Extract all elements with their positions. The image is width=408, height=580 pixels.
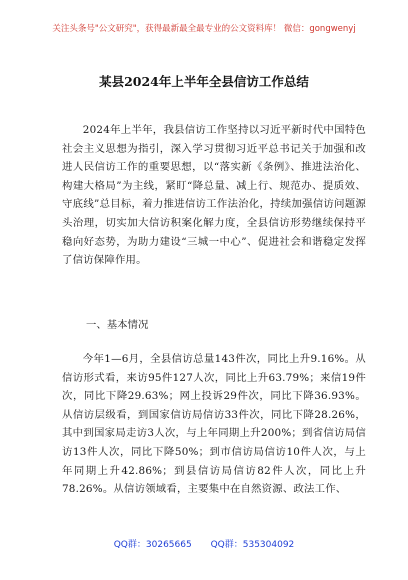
qq-group-2: QQ群：535304092 (210, 540, 295, 550)
intro-paragraph (62, 121, 366, 270)
document-title: 某县2024年上半年全县信访工作总结 (99, 74, 309, 89)
qq-group-1: QQ群：30265665 (113, 540, 192, 550)
promo-banner: 关注头条号"公文研究"，获得最新最全最专业的公文资料库！ 微信：gongwenyj (52, 24, 356, 34)
basic-info-paragraph (62, 350, 366, 499)
section-heading-basic-info: 一、基本情况 (86, 319, 149, 331)
footer-qq-groups (0, 537, 408, 550)
paragraph-text: 今年1—6月，全县信访总量143件次，同比上升9.16%。从信访形式看，来访95件127人次，同比上升63.79%；来信19件次，同比下降29.63%；网上投诉29件次，同比下降36.93%。从信访层级看，到国家信访局信访33件次，同比下降28.26%，其中到国家局走访3人次，与上年同期上升200%；到省信访局信访13件人次，同比下降50%；到市信访局信访10件人次，与上年同期上升42.86%；到县信访局信访82件人次，同比上升78.26%。从信访领域看，主要集中在自然资源、政法工作、 (62, 353, 366, 496)
paragraph-text: 2024年上半年，我县信访工作坚持以习近平新时代中国特色社会主义思想为指引，深入学习贯彻习近平总书记关于加强和改进人民信访工作的重要思想，以“落实新《条例》、推进法治化、构建大格局”为主线，紧盯“降总量、减上行、规范办、提质效、守底线”总目标，着力推进信访工作法治化，持续加强信访问题源头治理，切实加大信访积案化解力度，全县信访形势继续保持平稳向好态势，为助力建设“三城一中心”、促进社会和谐稳定发挥了信访保障作用。 (62, 124, 366, 267)
